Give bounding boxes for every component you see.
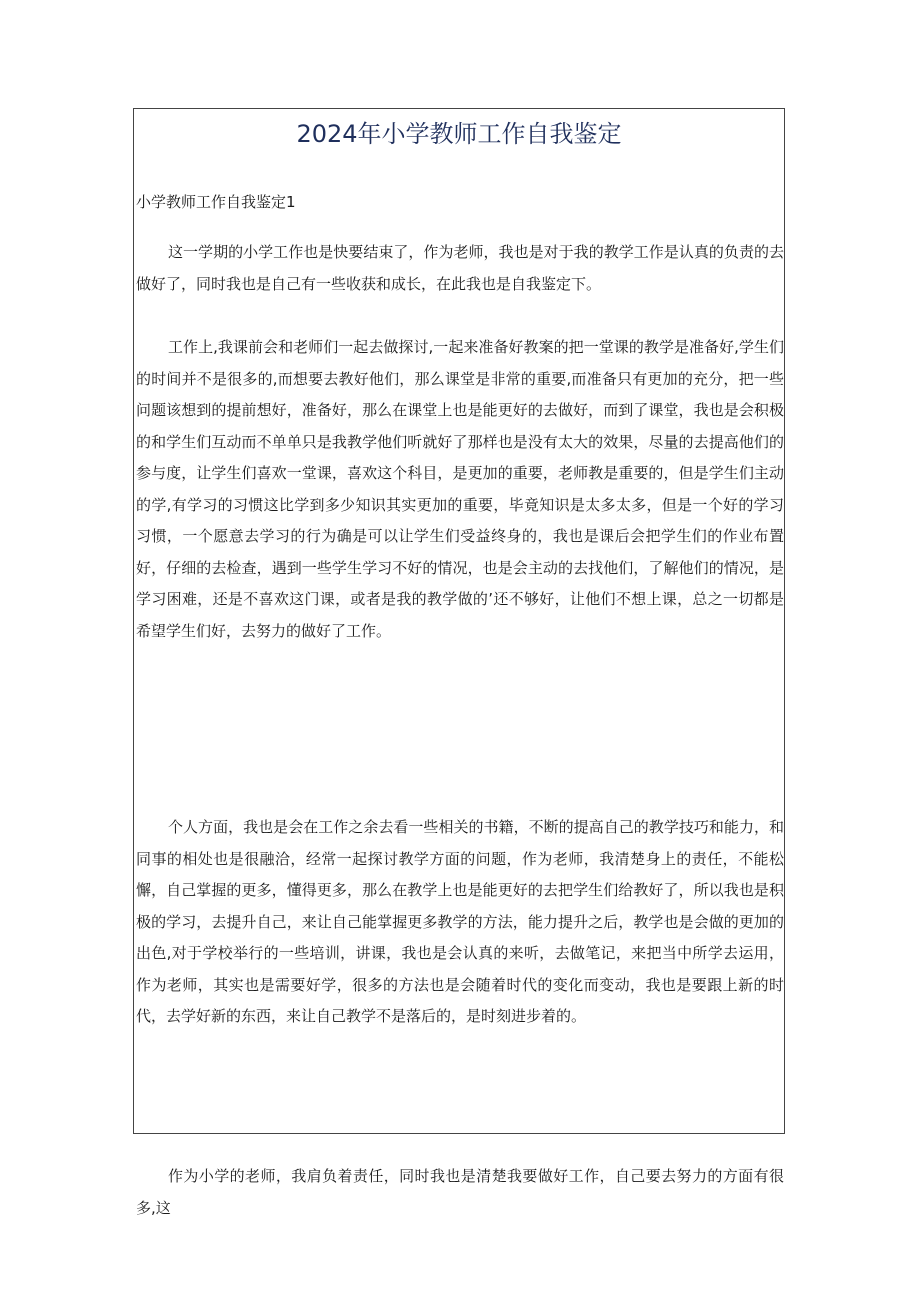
paragraph-responsibility: 作为小学的老师，我肩负着责任，同时我也是清楚我要做好工作，自己要去努力的方面有很多,这 — [136, 1167, 784, 1217]
section-subtitle: 小学教师工作自我鉴定1 — [136, 193, 296, 211]
page-title: 2024年小学教师工作自我鉴定 — [296, 120, 622, 148]
paragraph-personal: 个人方面，我也是会在工作之余去看一些相关的书籍，不断的提高自己的教学技巧和能力，和同事的相处也是很融洽，经常一起探讨教学方面的问题，作为老师，我清楚身上的责任，不能松懈，自己掌握的更多，懂得更多，那么在教学上也是能更好的去把学生们给教好了，所以我也是积极的学习，去提升自己，来让自己能掌握更多教学的方法，能力提升之后，教学也是会做的更加的出色,对于学校举行的一些培训，讲课，我也是会认真的来听，去做笔记，来把当中所学去运用，作为老师，其实也是需要好学，很多的方法也是会随着时代的变化而变动，我也是要跟上新的时代，去学好新的东西，来让自己教学不是落后的，是时刻进步着的。 — [136, 818, 784, 1025]
paragraph-work: 工作上,我课前会和老师们一起去做探讨,一起来准备好教案的把一堂课的教学是准备好,学生们的时间并不是很多的,而想要去教好他们，那么课堂是非常的重要,而准备只有更加的充分，把一些问题该想到的提前想好，准备好，那么在课堂上也是能更好的去做好，而到了课堂，我也是会积极的和学生们互动而不单单只是我教学他们听就好了那样也是没有太大的效果，尽量的去提高他们的参与度，让学生们喜欢一堂课，喜欢这个科目，是更加的重要，老师教是重要的，但是学生们主动的学,有学习的习惯这比学到多少知识其实更加的重要，毕竟知识是太多太多，但是一个好的学习习惯，一个愿意去学习的行为确是可以让学生们受益终身的，我也是课后会把学生们的作业布置好，仔细的去检查，遇到一些学生学习不好的情况，也是会主动的去找他们，了解他们的情况，是学习困难，还是不喜欢这门课，或者是我的教学做的’还不够好，让他们不想上课，总之一切都是希望学生们好，去努力的做好了工作。 — [136, 338, 784, 640]
paragraph-intro: 这一学期的小学工作也是快要结束了，作为老师，我也是对于我的教学工作是认真的负责的去做好了，同时我也是自己有一些收获和成长，在此我也是自我鉴定下。 — [136, 243, 784, 293]
